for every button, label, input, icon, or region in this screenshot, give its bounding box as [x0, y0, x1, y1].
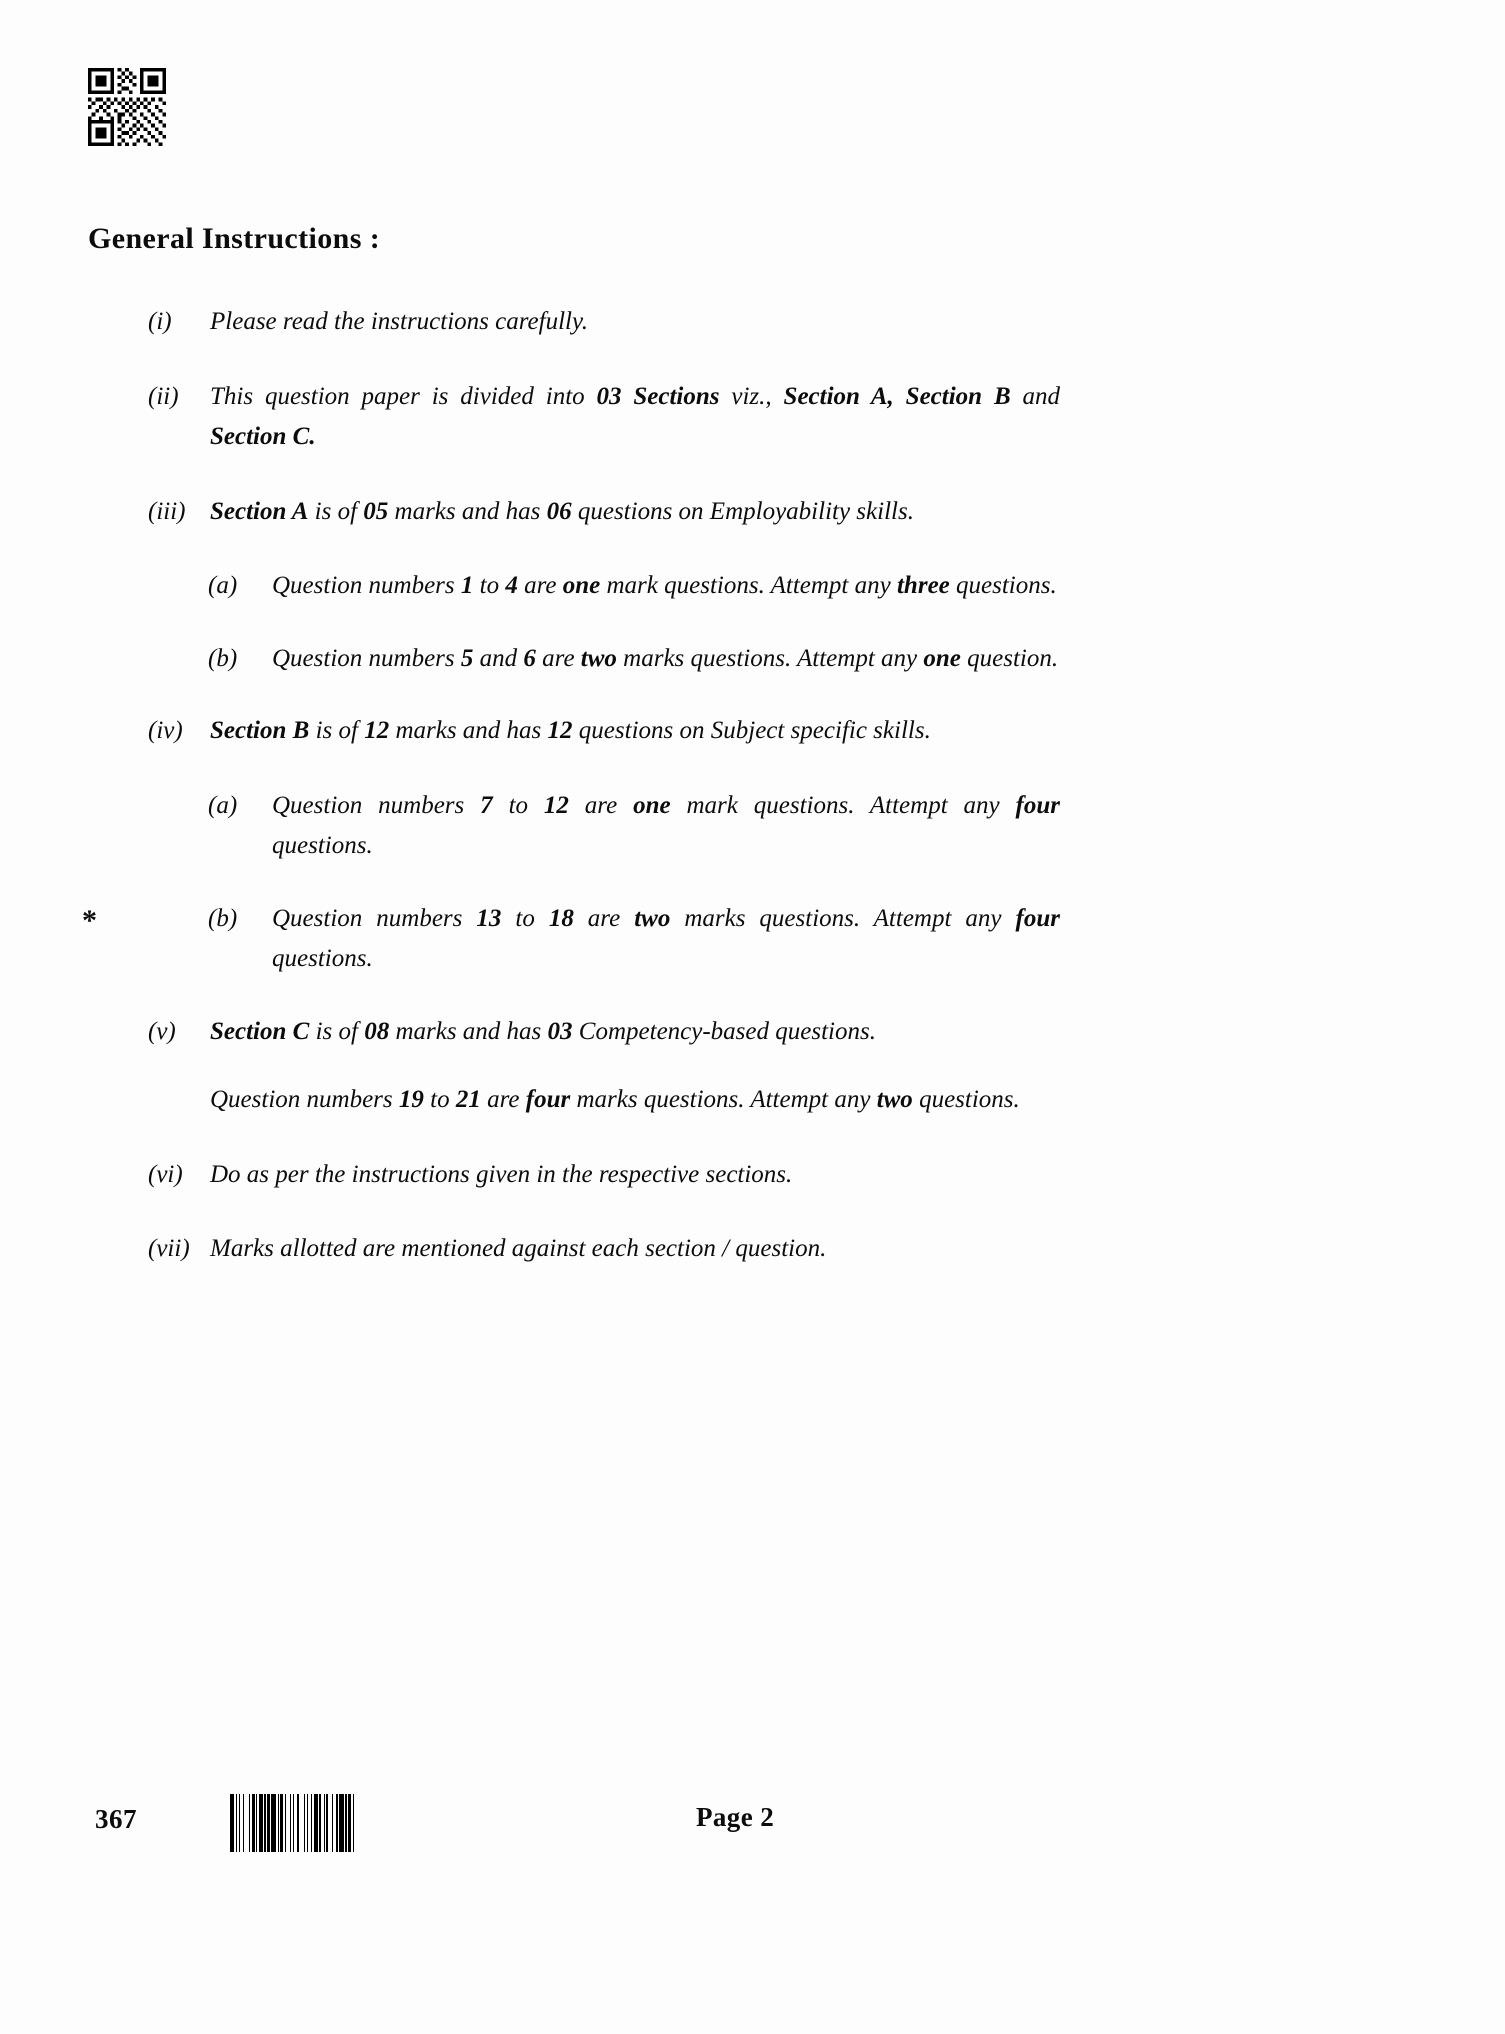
plain-text: are: [480, 1086, 526, 1113]
instruction-text: [210, 1229, 1060, 1270]
emphasis-text: 03 Sections: [596, 382, 720, 410]
emphasis-text: 5: [460, 644, 474, 672]
plain-text: Competency-based questions.: [572, 1017, 876, 1045]
emphasis-text: 6: [523, 644, 536, 672]
plain-text: viz.,: [719, 382, 784, 410]
emphasis-text: four: [525, 1086, 571, 1113]
page-footer: [0, 1790, 1505, 1860]
plain-text: are: [568, 791, 634, 819]
instruction-text: [210, 492, 1060, 533]
instruction-text: [210, 1155, 1060, 1196]
emphasis-text: 18: [548, 904, 574, 932]
emphasis-text: 06: [546, 497, 572, 525]
emphasis-text: 05: [363, 497, 389, 525]
qr-code-icon: [88, 68, 166, 146]
plain-text: questions.: [912, 1086, 1020, 1113]
plain-text: Please read the instructions carefully.: [210, 308, 588, 335]
page-number-label: Page 2: [696, 1802, 775, 1832]
instruction-item: [208, 566, 1060, 607]
plain-text: Question numbers: [272, 644, 461, 672]
instruction-item: [148, 711, 1060, 752]
plain-text: is of: [309, 717, 365, 744]
emphasis-text: 13: [476, 904, 502, 932]
instruction-item: [208, 639, 1060, 680]
plain-text: Question numbers: [272, 904, 477, 932]
plain-text: to: [492, 791, 544, 819]
instruction-item: [148, 377, 1060, 458]
emphasis-text: 7: [480, 791, 493, 819]
plain-text: to: [473, 572, 506, 599]
emphasis-text: one: [923, 644, 961, 672]
plain-text: Question numbers: [210, 1086, 399, 1113]
plain-text: is of: [308, 497, 364, 525]
emphasis-text: two: [580, 644, 617, 672]
margin-asterisk-mark: *: [82, 904, 97, 937]
plain-text: question.: [960, 644, 1059, 672]
instruction-item: [208, 899, 1060, 980]
emphasis-text: 03: [547, 1017, 573, 1045]
plain-text: marks and has: [388, 497, 547, 525]
emphasis-text: three: [896, 572, 950, 599]
plain-text: questions.: [272, 832, 373, 859]
instruction-text: [210, 302, 1060, 343]
instruction-item: [148, 1229, 1060, 1270]
plain-text: This question paper is divided into: [210, 382, 597, 410]
emphasis-text: 1: [460, 572, 474, 599]
plain-text: marks questions. Attempt any: [616, 644, 924, 672]
plain-text: marks and has: [389, 1017, 548, 1045]
emphasis-text: two: [634, 904, 671, 932]
plain-text: are: [573, 904, 635, 932]
emphasis-text: one: [562, 572, 601, 599]
plain-text: questions.: [272, 945, 373, 972]
emphasis-text: four: [1015, 791, 1060, 819]
plain-text: Question numbers: [272, 791, 481, 819]
instruction-marker: (b): [208, 904, 238, 932]
instruction-marker: (iv): [148, 717, 183, 744]
emphasis-text: 12: [547, 717, 573, 744]
emphasis-text: Section A: [210, 497, 309, 525]
plain-text: marks questions. Attempt any: [570, 1086, 877, 1113]
emphasis-text: Section C.: [210, 423, 316, 450]
plain-text: questions on Employability skills.: [571, 497, 914, 525]
plain-text: questions on Subject specific skills.: [572, 717, 931, 744]
plain-text: are: [535, 644, 581, 672]
page-title: General Instructions :: [88, 222, 381, 255]
instruction-item: [148, 1012, 1060, 1053]
instruction-text: [272, 566, 1060, 607]
plain-text: questions.: [949, 572, 1057, 599]
emphasis-text: 12: [364, 717, 390, 744]
instruction-marker: (iii): [148, 497, 186, 525]
instruction-marker: (i): [148, 308, 172, 335]
instruction-marker: (ii): [148, 382, 179, 410]
instruction-marker: (v): [148, 1017, 176, 1045]
plain-text: marks and has: [389, 717, 548, 744]
instruction-marker: (a): [208, 572, 238, 599]
emphasis-text: 12: [543, 791, 569, 819]
emphasis-text: 08: [364, 1017, 390, 1045]
instruction-marker: (b): [208, 644, 238, 672]
plain-text: mark questions. Attempt any: [600, 572, 897, 599]
plain-text: and: [1010, 382, 1060, 410]
emphasis-text: two: [876, 1086, 913, 1113]
emphasis-text: Section A, Section B: [783, 382, 1011, 410]
instruction-item: [148, 1155, 1060, 1196]
instruction-item: [208, 786, 1060, 867]
plain-text: is of: [309, 1017, 365, 1045]
plain-text: Marks allotted are mentioned against each section / question.: [210, 1235, 827, 1262]
plain-text: marks questions. Attempt any: [670, 904, 1016, 932]
plain-text: Question numbers: [272, 572, 461, 599]
plain-text: to: [423, 1086, 456, 1113]
emphasis-text: 19: [398, 1086, 424, 1113]
barcode-image: [230, 1794, 410, 1852]
instruction-text: [210, 377, 1060, 458]
instruction-text: [272, 786, 1060, 867]
general-instructions-list: [148, 302, 1060, 1304]
instruction-marker: (vii): [148, 1235, 190, 1262]
emphasis-text: four: [1015, 904, 1060, 932]
instruction-continuation: [210, 1080, 1060, 1121]
instruction-text: [272, 639, 1060, 680]
instruction-text: [210, 711, 1060, 752]
instruction-marker: (vi): [148, 1160, 183, 1188]
emphasis-text: Section C: [210, 1017, 310, 1045]
plain-text: mark questions. Attempt any: [670, 791, 1016, 819]
emphasis-text: Section B: [210, 717, 310, 744]
instruction-item: [148, 492, 1060, 533]
plain-text: and: [473, 644, 524, 672]
plain-text: are: [517, 572, 563, 599]
emphasis-text: 4: [505, 572, 518, 599]
instruction-text: [210, 1012, 1060, 1053]
emphasis-text: 21: [455, 1086, 481, 1113]
instruction-marker: (a): [208, 791, 238, 819]
instruction-item: [148, 302, 1060, 343]
plain-text: Do as per the instructions given in the respective sections.: [210, 1160, 793, 1188]
plain-text: to: [501, 904, 549, 932]
barcode-bar: [354, 1794, 358, 1852]
instruction-text: [272, 899, 1060, 980]
emphasis-text: one: [633, 791, 671, 819]
paper-code: 367: [95, 1804, 137, 1834]
